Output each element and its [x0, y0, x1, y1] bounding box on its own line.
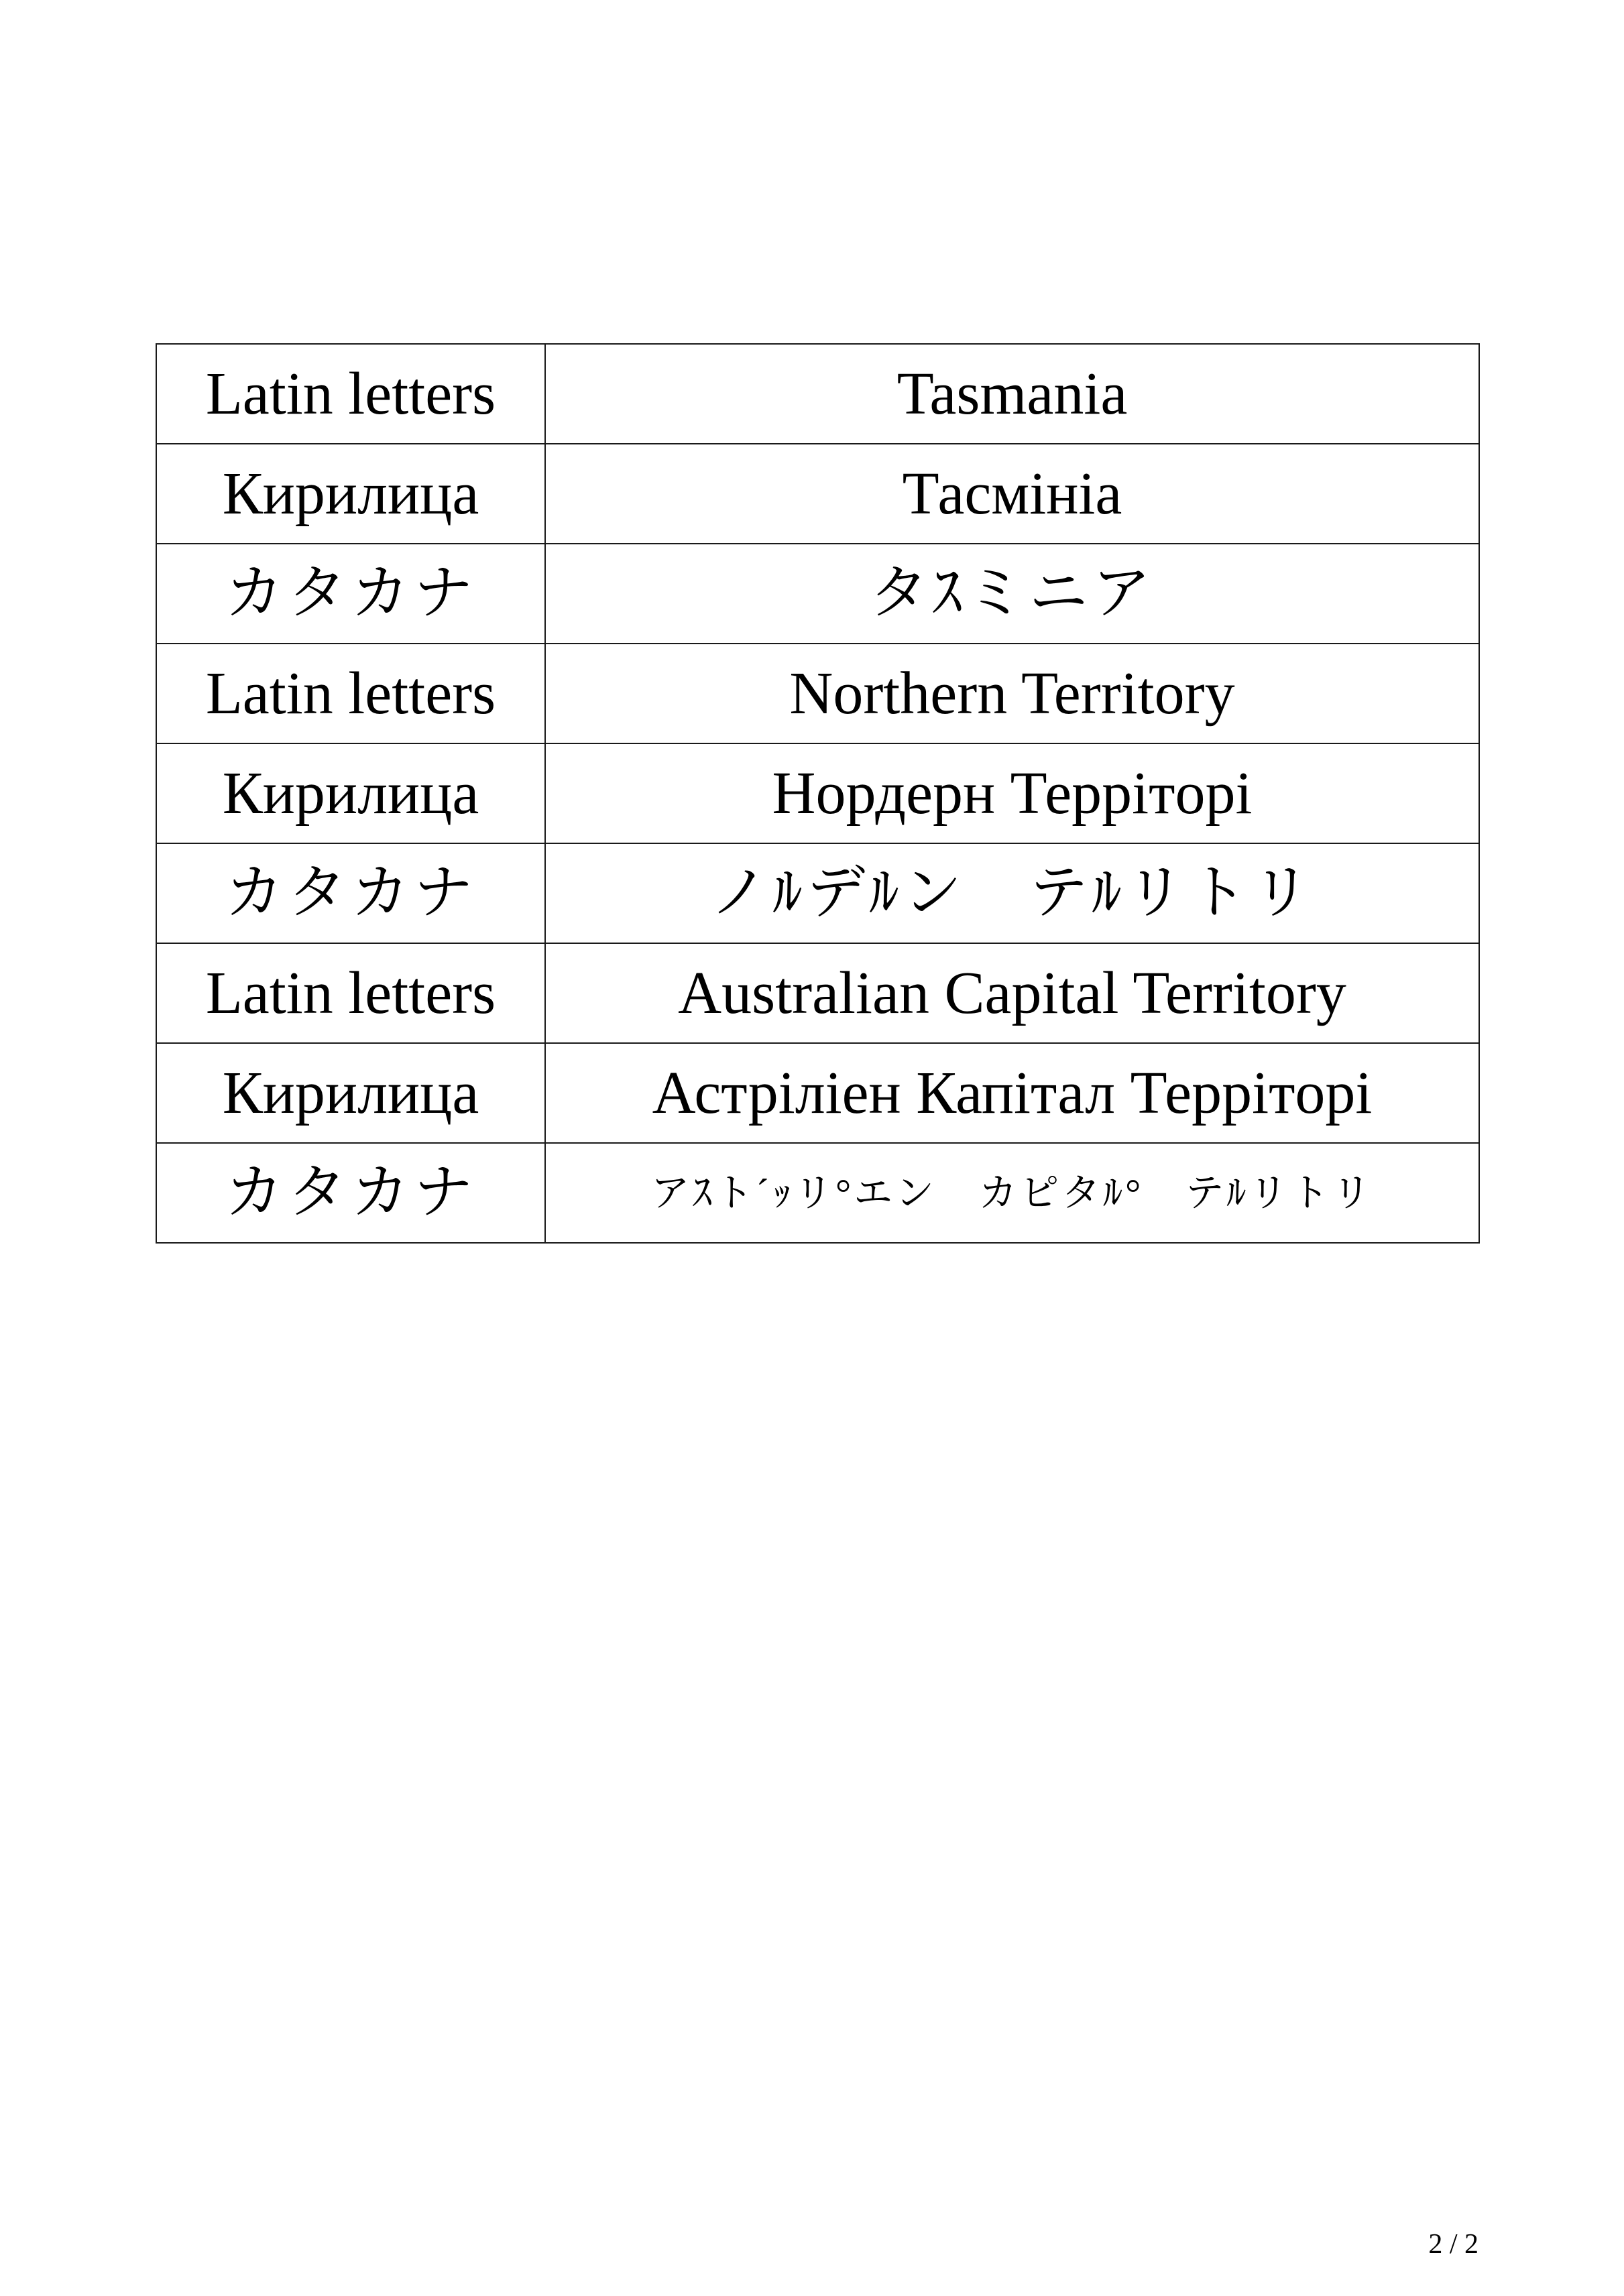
name-cell: ノﾙデﾙン テﾙリトリ: [545, 843, 1479, 943]
transliteration-table: [156, 343, 1480, 1244]
script-cell: Кирилица: [156, 743, 545, 843]
page-number: 2 / 2: [1428, 2229, 1478, 2260]
table-row: [156, 544, 1479, 644]
name-cell: タｽミニア: [545, 544, 1479, 644]
script-cell: カタカナ: [156, 544, 545, 644]
table-row: [156, 344, 1479, 444]
script-cell: Кирилица: [156, 444, 545, 544]
script-cell: カタカナ: [156, 1143, 545, 1243]
name-cell: Australian Capital Territory: [545, 943, 1479, 1043]
table-row: [156, 444, 1479, 544]
table-row: [156, 1143, 1479, 1243]
script-cell: Latin letters: [156, 943, 545, 1043]
script-cell: カタカナ: [156, 843, 545, 943]
script-cell: Latin letters: [156, 644, 545, 743]
script-cell: Latin letters: [156, 344, 545, 444]
name-cell: Нордерн Террітopi: [545, 743, 1479, 843]
table-row: [156, 943, 1479, 1043]
table-row: [156, 644, 1479, 743]
name-cell: Northern Territory: [545, 644, 1479, 743]
name-cell: アｽト´ｯリ°エン カピタﾙ° テﾙリトリ: [545, 1143, 1479, 1243]
script-cell: Кирилица: [156, 1043, 545, 1143]
table-row: [156, 843, 1479, 943]
name-cell: Тасмініа: [545, 444, 1479, 544]
table-row: [156, 743, 1479, 843]
table-row: [156, 1043, 1479, 1143]
name-cell: Астріліен Капітал Террітopi: [545, 1043, 1479, 1143]
name-cell: Tasmania: [545, 344, 1479, 444]
